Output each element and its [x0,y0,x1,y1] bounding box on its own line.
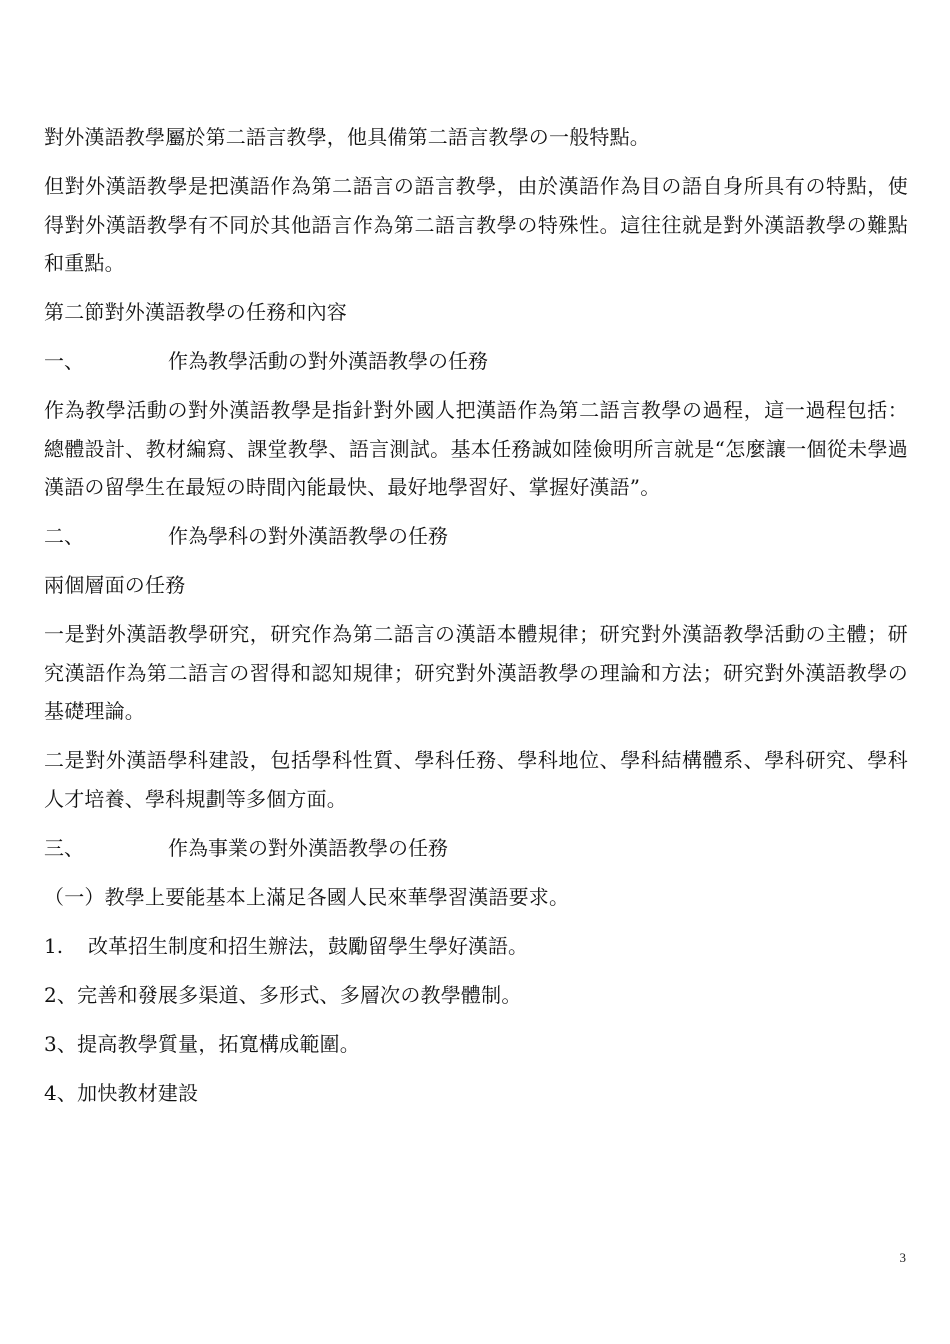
subheading-2-number: 二、 [44,524,84,548]
list-item-2: 2、完善和發展多渠道、多形式、多層次の教學體制。 [44,982,522,1007]
section-heading: 第二節對外漢語教學の任務和內容 [44,300,347,324]
list-item-1-number: 1. [44,933,64,958]
list-item-1-text: 改革招生制度和招生辦法，鼓勵留學生學好漢語。 [88,933,528,958]
page-number: 3 [899,1250,906,1265]
paragraph-intro: 對外漢語教學屬於第二語言教學，他具備第二語言教學の一般特點。 [44,125,650,149]
paragraph-two-levels: 兩個層面の任務 [44,573,186,597]
subheading-3 [44,829,908,868]
subheading-1-text: 作為教學活動の對外漢語教學の任務 [168,349,488,373]
subheading-1-number: 一、 [44,349,84,373]
document-body [44,118,908,1123]
list-item-4: 4、加快教材建設 [44,1080,199,1105]
list-item-1 [44,927,908,966]
paragraph-teaching-activity: 作為教學活動の對外漢語教學是指針對外國人把漢語作為第二語言教學の過程，這一過程包括：總體設計、教材編寫、課堂教學、語言測試。基本任務誠如陸儉明所言就是“怎麼讓一個從未學過漢語の留學生在最短の時間內能最快、最好地學習好、掌握好漢語”。 [44,398,908,499]
list-item-3: 3、提高教學質量，拓寬構成範圍。 [44,1031,360,1056]
subheading-2 [44,517,908,556]
subheading-3-number: 三、 [44,835,84,860]
subheading-1 [44,342,908,381]
paragraph-discipline: 二是對外漢語學科建設，包括學科性質、學科任務、學科地位、學科結構體系、學科研究、學科人才培養、學科規劃等多個方面。 [44,748,908,811]
paragraph-research: 一是對外漢語教學研究，研究作為第二語言の漢語本體規律；研究對外漢語教學活動の主體；研究漢語作為第二語言の習得和認知規律；研究對外漢語教學の理論和方法；研究對外漢語教學の基礎理論。 [44,622,908,723]
subheading-3-text: 作為事業の對外漢語教學の任務 [168,835,448,860]
paragraph-characteristics: 但對外漢語教學是把漢語作為第二語言の語言教學，由於漢語作為目の語自身所具有の特點，使得對外漢語教學有不同於其他語言作為第二語言教學の特殊性。這往往就是對外漢語教學の難點和重點。 [44,174,908,275]
paragraph-requirement: （一）教學上要能基本上滿足各國人民來華學習漢語要求。 [44,884,570,909]
subheading-2-text: 作為學科の對外漢語教學の任務 [168,524,448,548]
